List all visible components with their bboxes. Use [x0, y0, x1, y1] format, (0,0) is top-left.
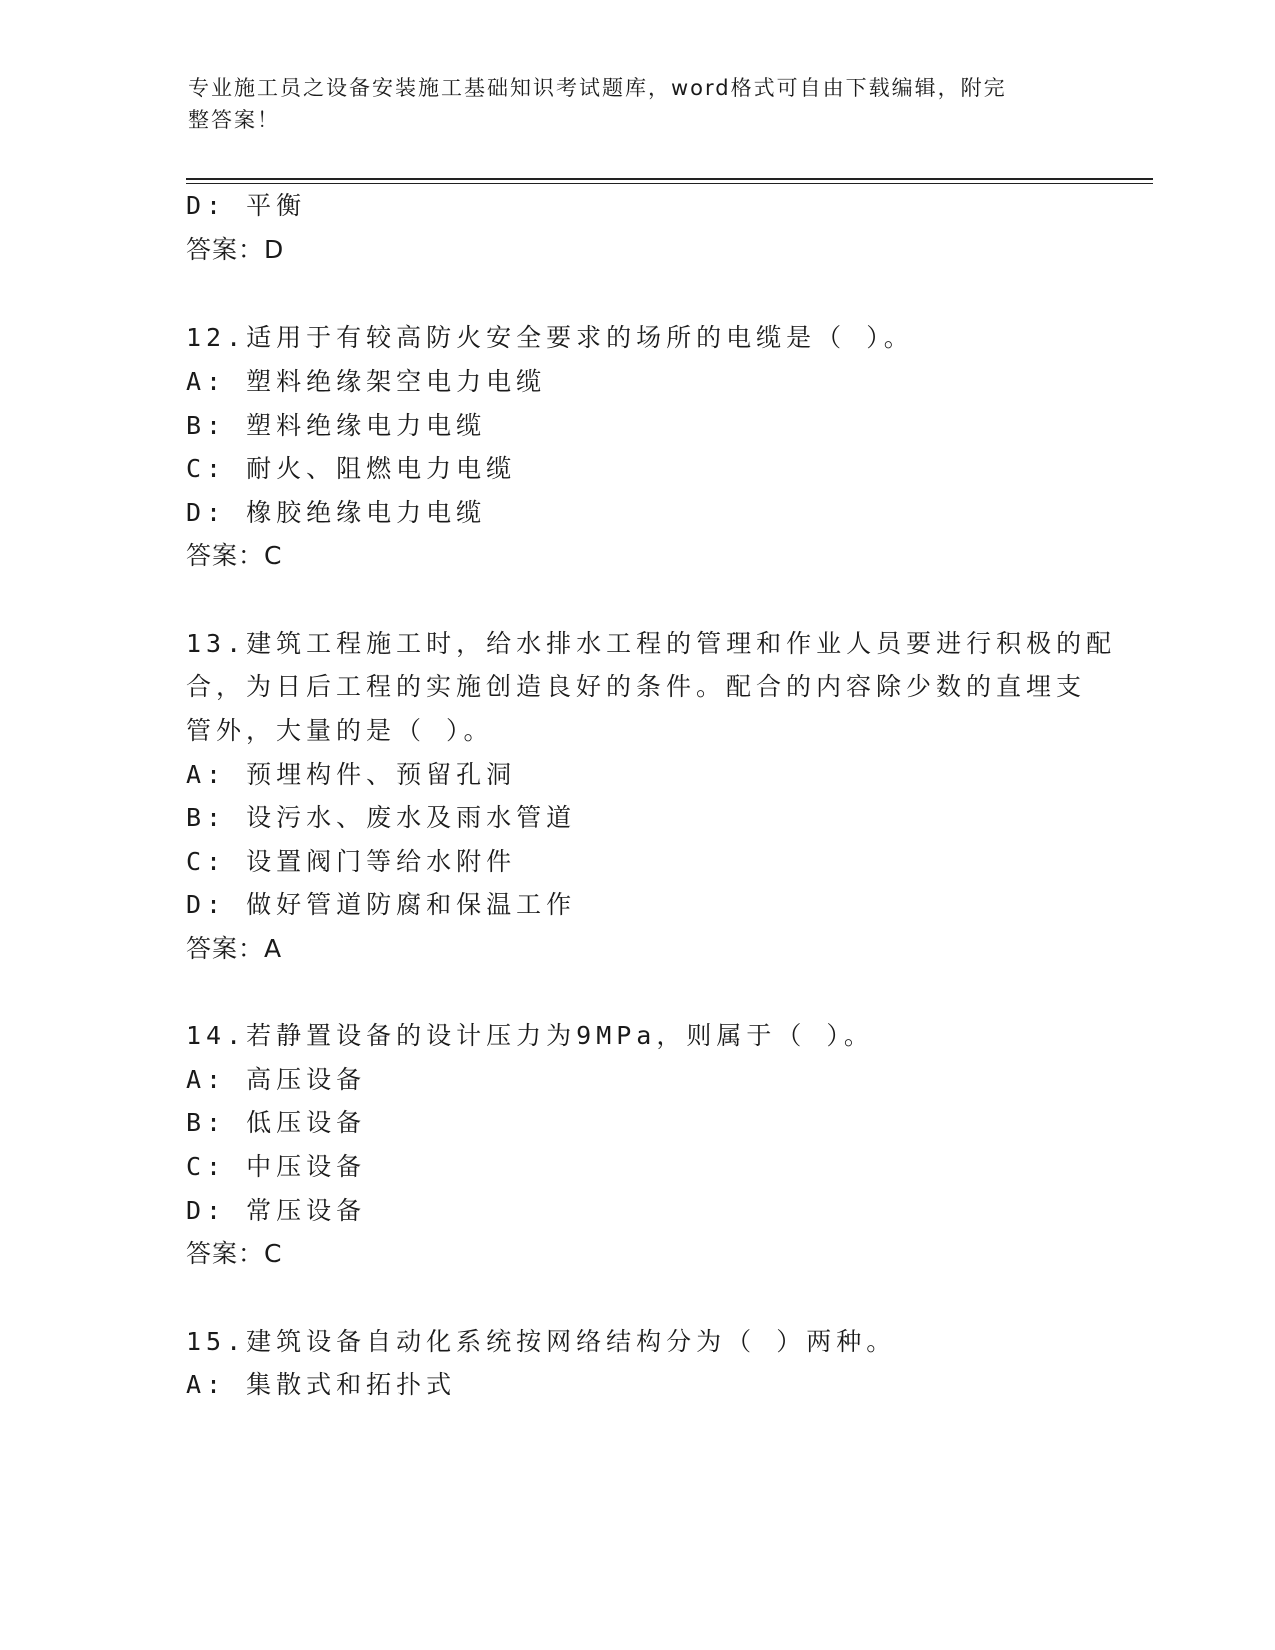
header-line-1: 专业施工员之设备安装施工基础知识考试题库，word格式可自由下载编辑，附完 — [188, 76, 1007, 100]
header-rule-thin — [186, 183, 1153, 184]
q12-option-a: A: 塑料绝缘架空电力电缆 — [186, 367, 547, 396]
q14-option-d: D: 常压设备 — [186, 1196, 367, 1225]
q15-option-a: A: 集散式和拓扑式 — [186, 1370, 457, 1399]
q13-stem-line-1: 13.建筑工程施工时，给水排水工程的管理和作业人员要进行积极的配 — [186, 629, 1117, 658]
q14-option-a: A: 高压设备 — [186, 1065, 367, 1094]
q12-answer: 答案：C — [186, 541, 283, 570]
q15-stem: 15.建筑设备自动化系统按网络结构分为（ ）两种。 — [186, 1327, 897, 1356]
header-line-2: 整答案！ — [188, 108, 280, 132]
q12-option-d: D: 橡胶绝缘电力电缆 — [186, 498, 487, 527]
q12-stem: 12.适用于有较高防火安全要求的场所的电缆是（ ）。 — [186, 323, 914, 352]
q12-option-c: C: 耐火、阻燃电力电缆 — [186, 454, 517, 483]
q13-stem-line-3: 管外，大量的是（ ）。 — [186, 716, 494, 745]
q14-option-c: C: 中压设备 — [186, 1152, 367, 1181]
q14-stem: 14.若静置设备的设计压力为9MPa，则属于（ ）。 — [186, 1021, 874, 1050]
q13-answer: 答案：A — [186, 934, 283, 963]
header-rule-thick — [186, 178, 1153, 180]
q14-answer: 答案：C — [186, 1239, 283, 1268]
prev-answer: 答案：D — [186, 235, 285, 264]
q13-option-c: C: 设置阀门等给水附件 — [186, 847, 517, 876]
q12-option-b: B: 塑料绝缘电力电缆 — [186, 411, 487, 440]
q13-option-d: D: 做好管道防腐和保温工作 — [186, 890, 577, 919]
q14-option-b: B: 低压设备 — [186, 1108, 367, 1137]
q13-stem-line-2: 合，为日后工程的实施创造良好的条件。配合的内容除少数的直埋支 — [186, 672, 1087, 701]
document-header — [188, 72, 1068, 136]
q13-option-b: B: 设污水、废水及雨水管道 — [186, 803, 577, 832]
prev-option-d: D: 平衡 — [186, 191, 307, 220]
q13-option-a: A: 预埋构件、预留孔洞 — [186, 760, 517, 789]
